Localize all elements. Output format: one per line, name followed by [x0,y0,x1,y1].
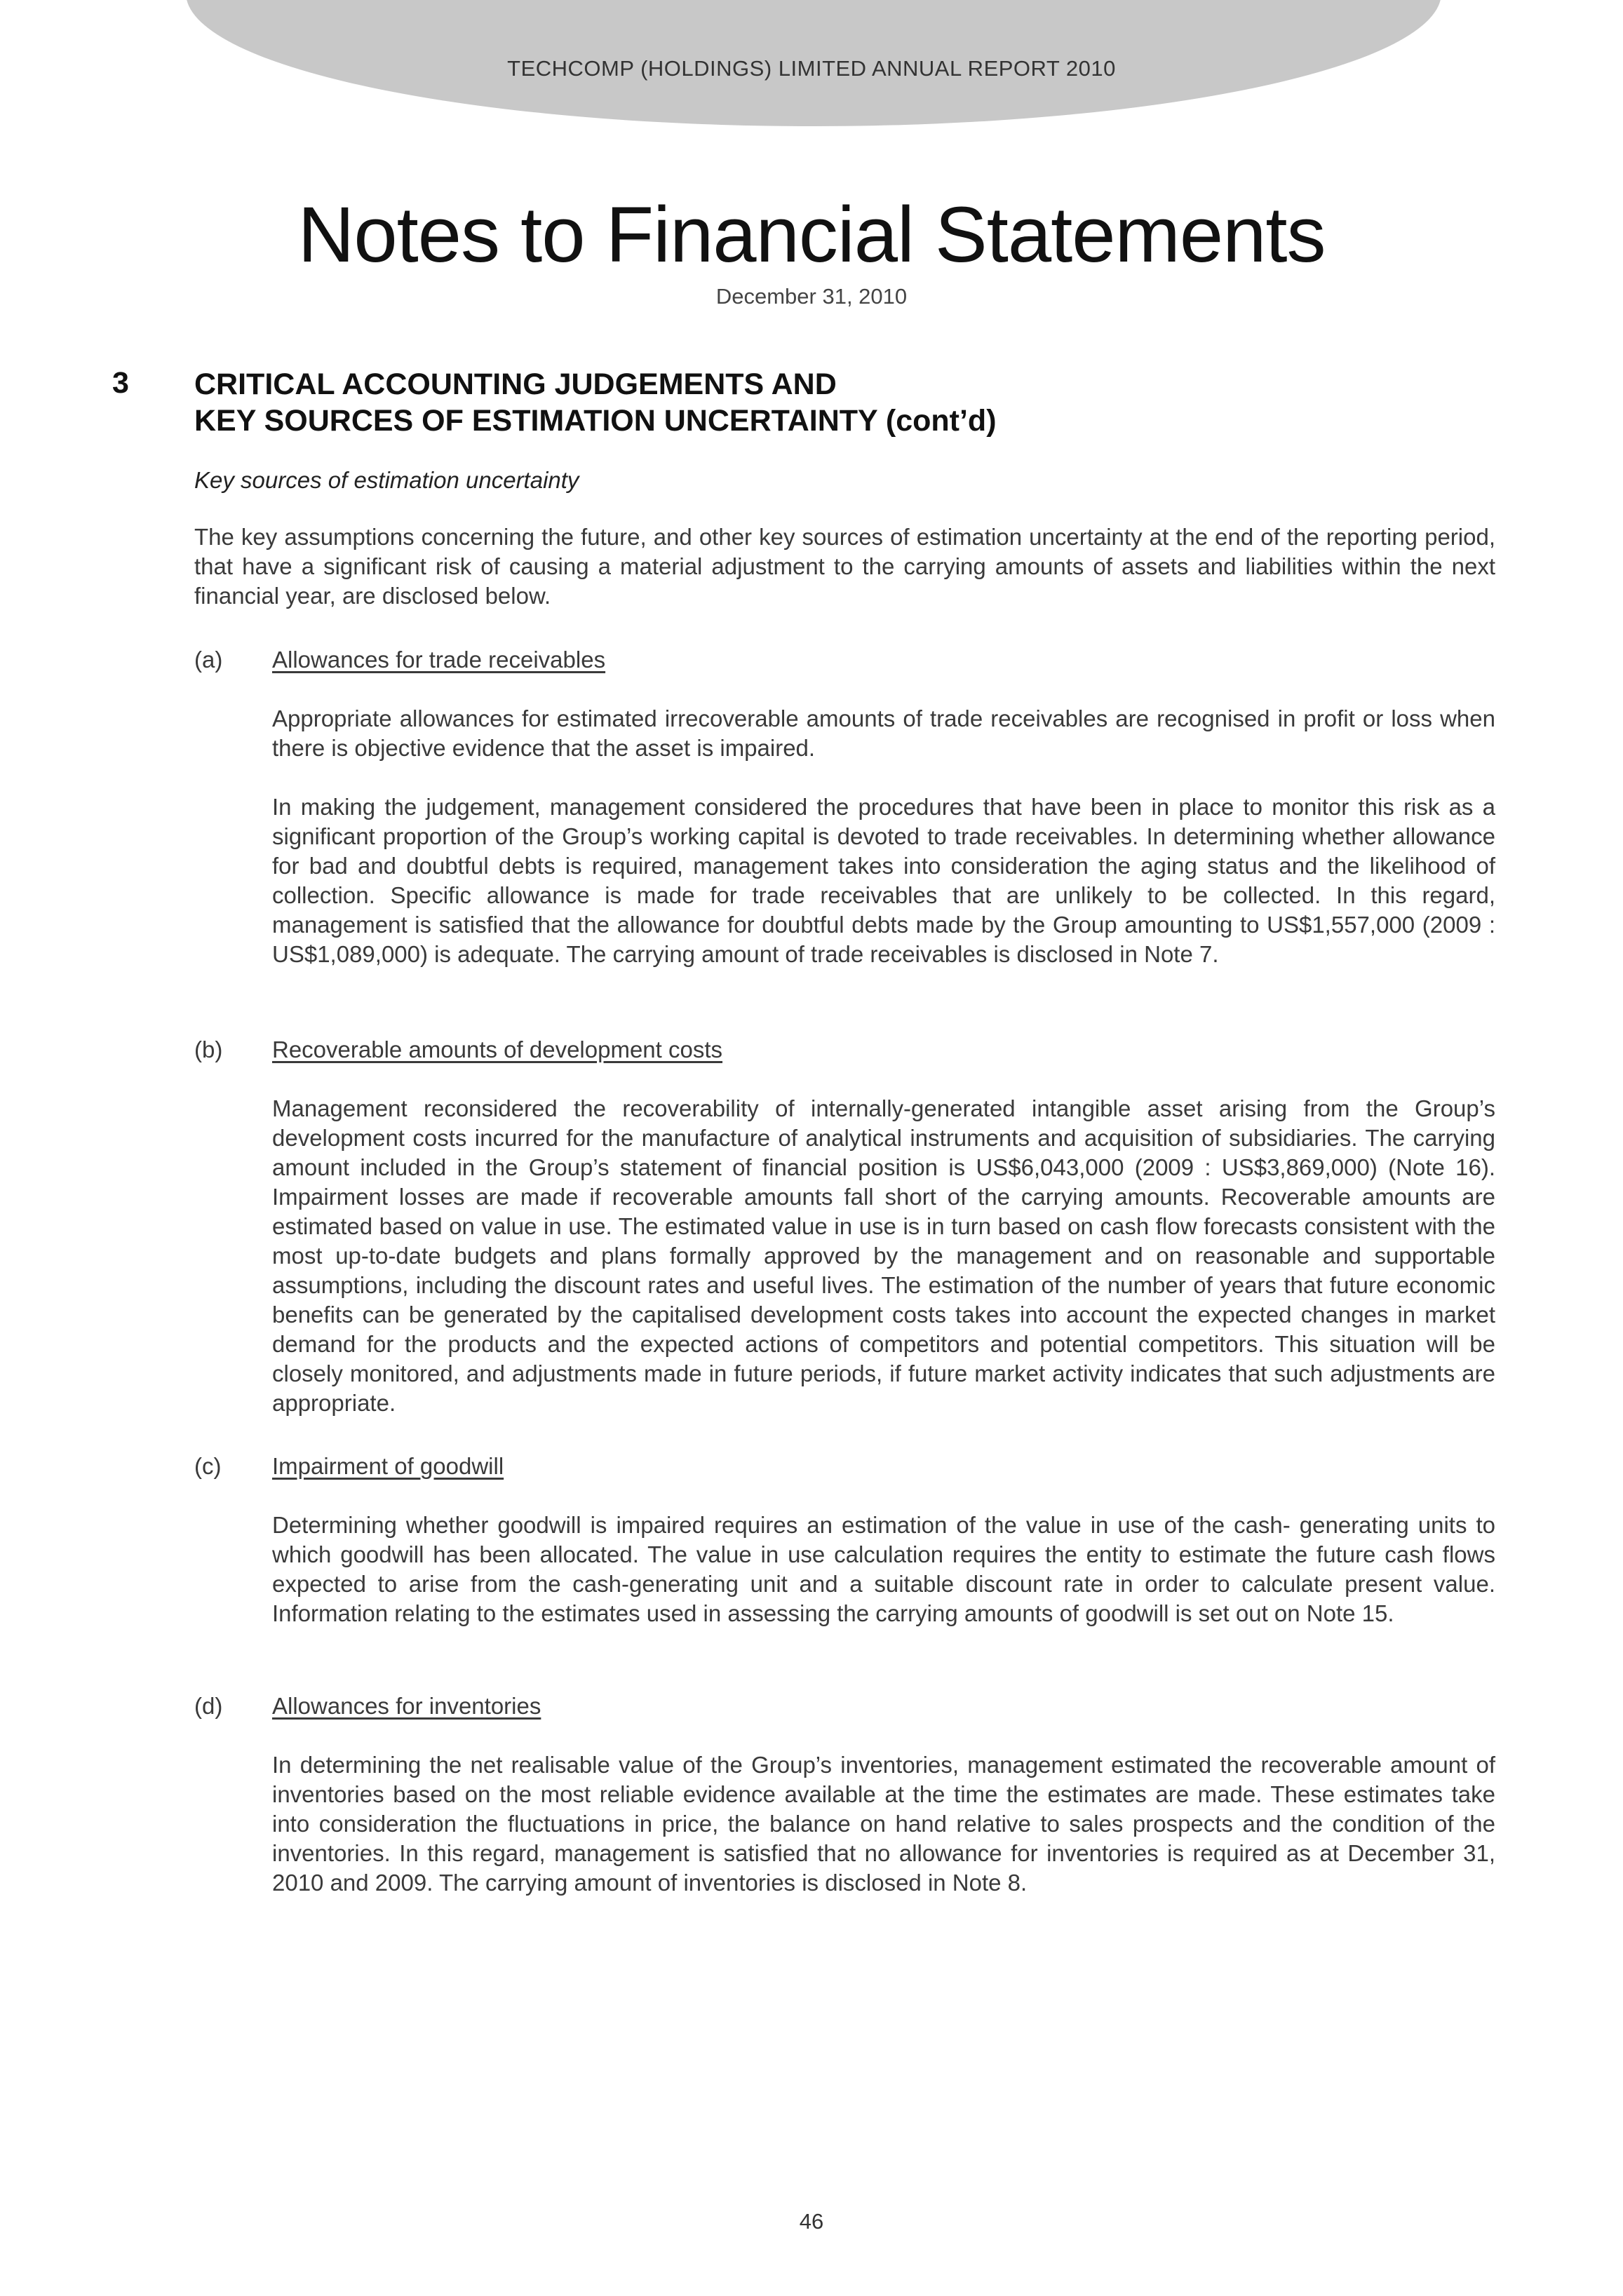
section-number: 3 [112,366,129,400]
item-a-title: Allowances for trade receivables [272,647,606,673]
page-number: 46 [799,2209,824,2234]
item-d-letter: (d) [194,1693,223,1719]
item-d-paragraph-1: In determining the net realisable value of the Group’s inventories, management estimated the recoverable amount of inventories based on the most reliable evidence available at the time the estimates are made. These estimates take into consideration the fluctuations in price, the balance on hand relative to sales prospects and the condition of the inventories. In this regard, management is satisfied that no allowance for inventories is required as at December 31, 2010 and 2009. The carrying amount of inventories is disclosed in Note 8. [272,1752,1495,1896]
report-title: TECHCOMP (HOLDINGS) LIMITED ANNUAL REPORT 2010 [507,56,1116,81]
item-b-title: Recoverable amounts of development costs [272,1036,723,1062]
page-title: Notes to Financial Statements [297,191,1326,278]
item-b-paragraph-1: Management reconsidered the recoverability of internally-generated intangible asset arising from the Group’s development costs incurred for the manufacture of analytical instruments and acquisition of subsidiaries. The carrying amount included in the Group’s statement of financial position is US$6,043,000 (2009 : US$3,869,000) (Note 16). Impairment losses are made if recoverable amounts fall short of the carrying amounts. Recoverable amounts are estimated based on value in use. The estimated value in use is in turn based on cash flow forecasts consistent with the most up-to-date budgets and plans formally approved by the management and on reasonable and supportable assumptions, including the discount rates and useful lives. The estimation of the number of years that future economic benefits can be generated by the capitalised development costs takes into account the expected changes in market demand for the products and the expected actions of competitors and potential competitors. This situation will be closely monitored, and adjustments made in future periods, if future market activity indicates that such adjustments are appropriate. [272,1095,1495,1416]
section-title-line-2: KEY SOURCES OF ESTIMATION UNCERTAINTY (cont’d) [194,404,997,438]
subsection-title: Key sources of estimation uncertainty [194,467,579,493]
item-a-paragraph-1: Appropriate allowances for estimated irrecoverable amounts of trade receivables are recognised in profit or loss when there is objective evidence that the asset is impaired. [272,705,1495,761]
item-c-title: Impairment of goodwill [272,1453,504,1479]
item-c-letter: (c) [194,1453,222,1479]
section-title [194,366,997,439]
intro-paragraph: The key assumptions concerning the future, and other key sources of estimation uncertainty at the end of the reporting period, that have a significant risk of causing a material adjustment to the carrying amounts of assets and liabilities within the next financial year, are disclosed below. [194,524,1495,609]
item-a-paragraph-2: In making the judgement, management considered the procedures that have been in place to monitor this risk as a significant proportion of the Group’s working capital is devoted to trade receivables. In determining whether allowance for bad and doubtful debts is required, management takes into consideration the aging status and the likelihood of collection. Specific allowance is made for trade receivables that are unlikely to be collected. In this regard, management is satisfied that the allowance for doubtful debts made by the Group amounting to US$1,557,000 (2009 : US$1,089,000) is adequate. The carrying amount of trade receivables is disclosed in Note 7. [272,794,1495,967]
item-c-paragraph-1: Determining whether goodwill is impaired requires an estimation of the value in use of the cash- generating units to which goodwill has been allocated. The value in use calculation requires the entity to estimate the future cash flows expected to arise from the cash-generating unit and a suitable discount rate in order to calculate present value. Information relating to the estimates used in assessing the carrying amounts of goodwill is set out on Note 15. [272,1512,1495,1626]
section-title-line-1: CRITICAL ACCOUNTING JUDGEMENTS AND [194,367,837,401]
page-date: December 31, 2010 [715,284,908,309]
item-b-letter: (b) [194,1036,223,1062]
item-d-title: Allowances for inventories [272,1693,541,1719]
item-a-letter: (a) [194,647,223,673]
